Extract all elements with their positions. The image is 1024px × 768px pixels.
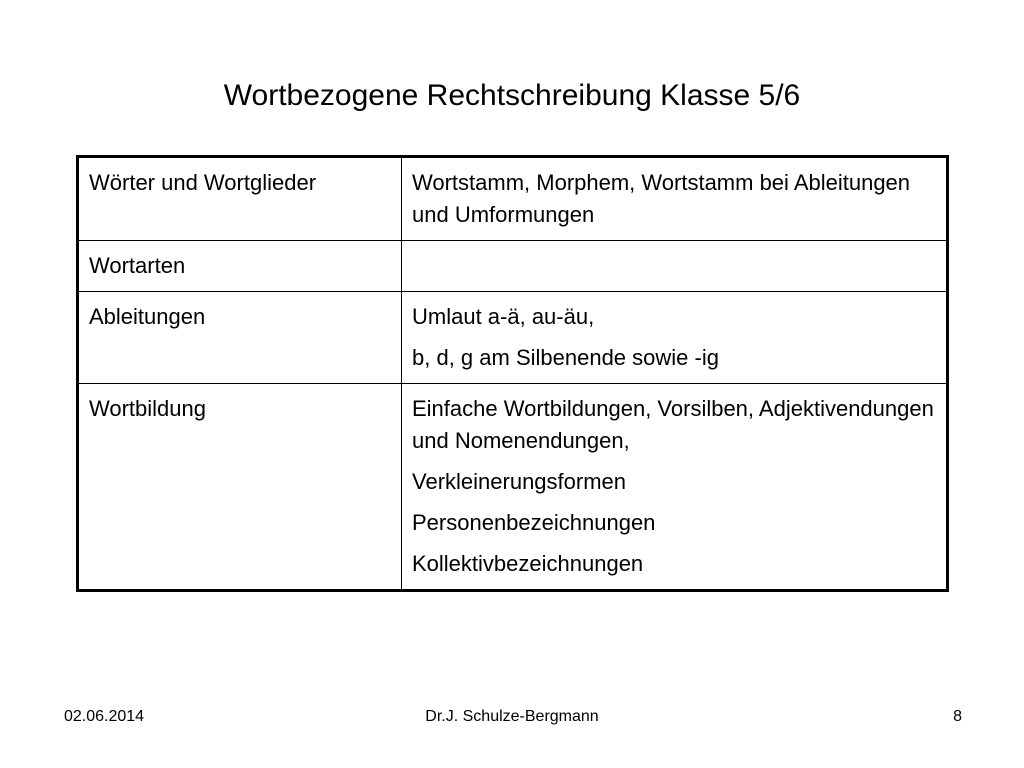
detail-line: b, d, g am Silbenende sowie -ig xyxy=(412,345,719,370)
table-cell-details xyxy=(402,292,948,384)
table-cell-details xyxy=(402,241,948,292)
table-row xyxy=(78,292,948,384)
table-cell-topic: Wörter und Wortglieder xyxy=(78,157,402,241)
table-cell-details xyxy=(402,157,948,241)
content-table xyxy=(76,155,949,592)
table-row xyxy=(78,157,948,241)
detail-line: Umlaut a-ä, au-äu, xyxy=(412,304,595,329)
table-cell-details xyxy=(402,384,948,591)
table-cell-topic: Wortbildung xyxy=(78,384,402,591)
detail-line: Personenbezeichnungen xyxy=(412,510,656,535)
detail-line: Verkleinerungsformen xyxy=(412,469,627,494)
footer-date: 02.06.2014 xyxy=(64,708,145,725)
table-cell-topic: Wortarten xyxy=(78,241,402,292)
detail-line: Wortstamm, Morphem, Wortstamm bei Ableitungen und Umformungen xyxy=(412,170,911,227)
table-row xyxy=(78,384,948,591)
table-row xyxy=(78,241,948,292)
slide-title: Wortbezogene Rechtschreibung Klasse 5/6 xyxy=(223,79,801,112)
detail-line: Kollektivbezeichnungen xyxy=(412,551,644,576)
table-cell-topic: Ableitungen xyxy=(78,292,402,384)
detail-line: Einfache Wortbildungen, Vorsilben, Adjektivendungen und Nomenendungen, xyxy=(412,396,934,453)
footer-author: Dr.J. Schulze-Bergmann xyxy=(425,708,599,725)
page-number: 8 xyxy=(953,708,962,725)
